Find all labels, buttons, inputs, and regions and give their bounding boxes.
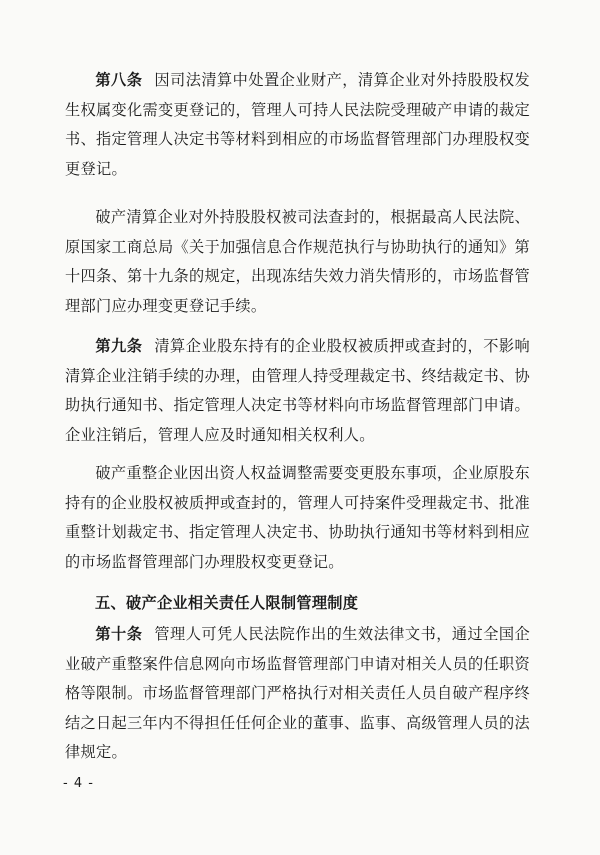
frozen-equity-paragraph: 破产清算企业对外持股股权被司法查封的，根据最高人民法院、原国家工商总局《关于加强信息合作规范执行与协助执行的通知》第十四条、第十九条的规定，出现冻结失效力消失情形的，市场监督管理部门应办理变更登记手续。 — [65, 208, 530, 315]
article-10-paragraph — [65, 620, 530, 768]
article-9-paragraph — [65, 332, 530, 450]
section-5-heading: 五、破产企业相关责任人限制管理制度 — [95, 594, 359, 612]
article-8-label: 第八条 — [95, 71, 143, 89]
article-9-label: 第九条 — [95, 337, 143, 355]
article-10-text: 管理人可凭人民法院作出的生效法律文书，通过全国企业破产重整案件信息网向市场监督管理部门申请对相关人员的任职资格等限制。市场监督管理部门严格执行对相关责任人员自破产程序终结之日起三年内不得担任任何企业的董事、监事、高级管理人员的法律规定。 — [65, 625, 531, 762]
page-number: - 4 - — [63, 776, 94, 791]
article-10-label: 第十条 — [95, 625, 143, 643]
article-8-paragraph — [65, 66, 530, 184]
article-9-text: 清算企业股东持有的企业股权被质押或查封的，不影响清算企业注销手续的办理，由管理人持受理裁定书、终结裁定书、协助执行通知书、指定管理人决定书等材料向市场监督管理部门申请。企业注销后，管理人应及时通知相关权利人。 — [65, 337, 531, 444]
reorganization-equity-paragraph: 破产重整企业因出资人权益调整需要变更股东事项，企业原股东持有的企业股权被质押或查封的，管理人可持案件受理裁定书、批准重整计划裁定书、指定管理人决定书、协助执行通知书等材料到相应的市场监督管理部门办理股权变更登记。 — [65, 464, 530, 571]
article-8-text: 因司法清算中处置企业财产，清算企业对外持股股权发生权属变化需变更登记的，管理人可持人民法院受理破产申请的裁定书、指定管理人决定书等材料到相应的市场监督管理部门办理股权变更登记。 — [65, 71, 531, 178]
